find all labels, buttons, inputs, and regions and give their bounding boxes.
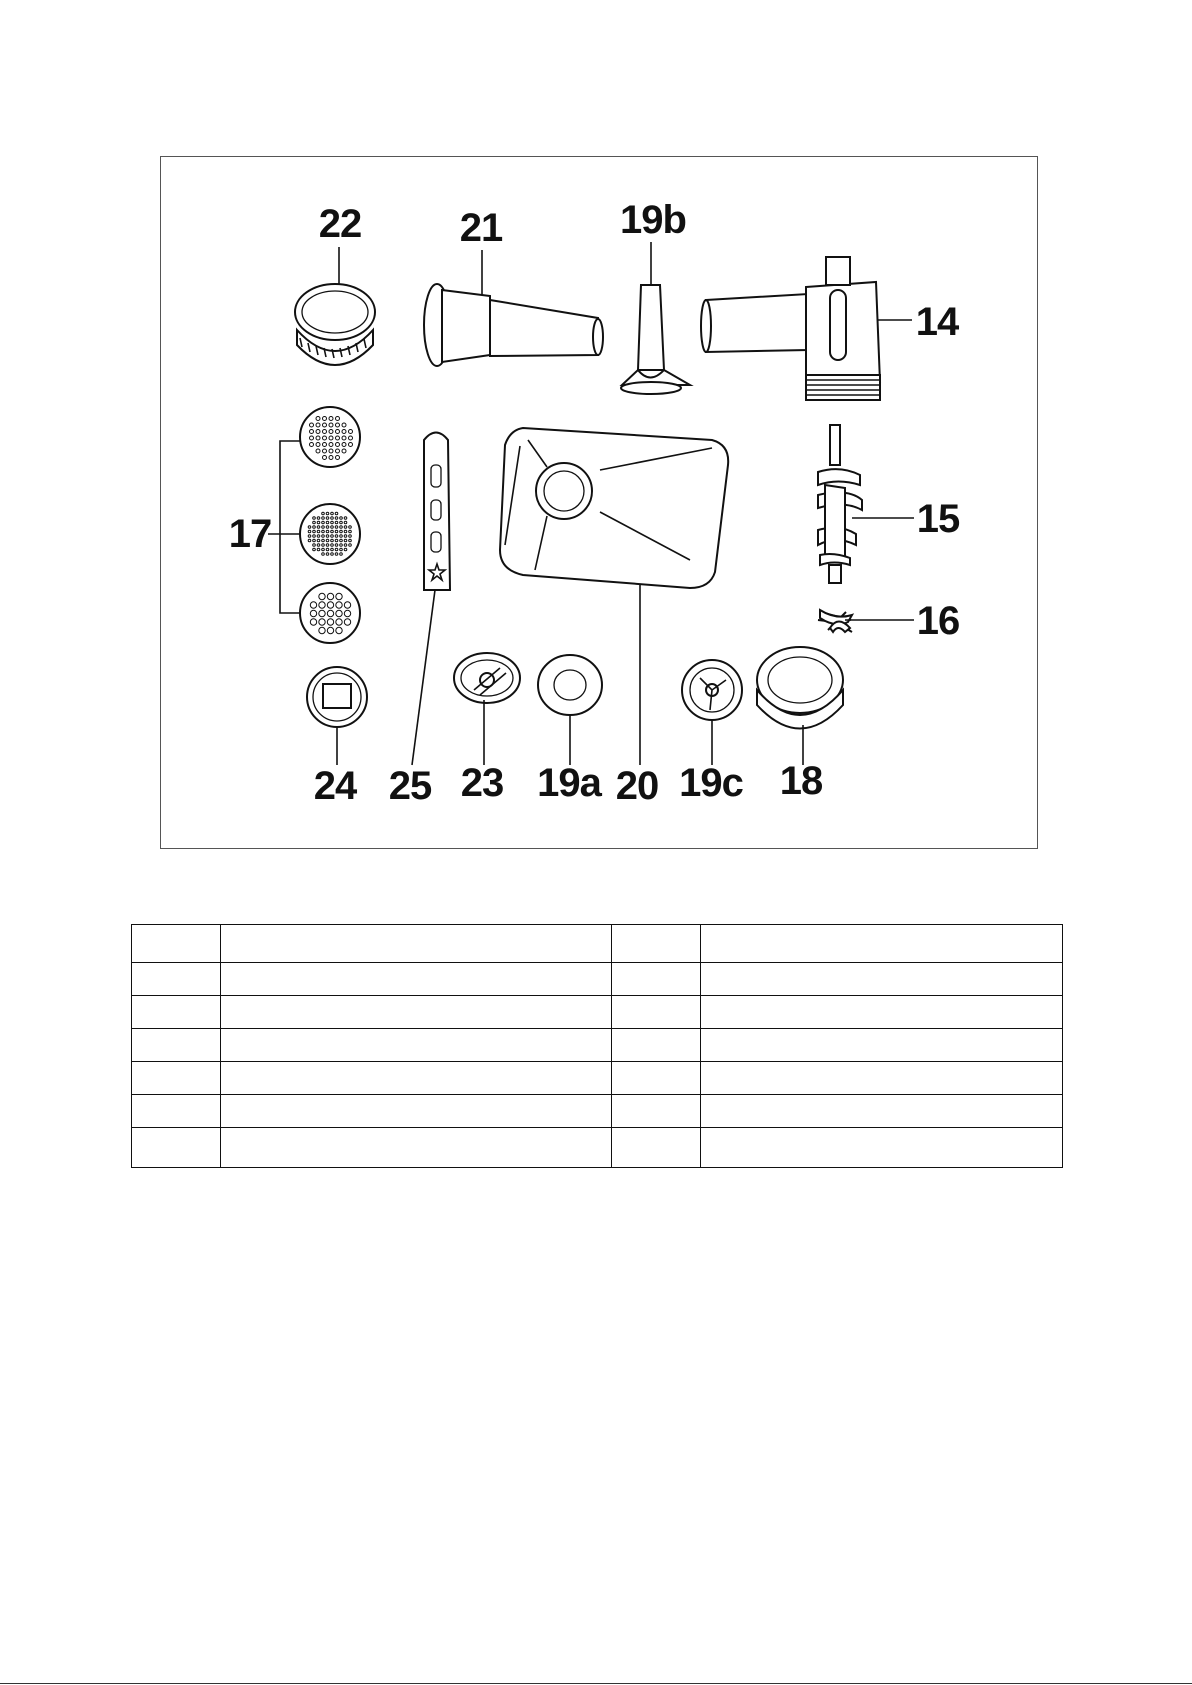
part-19a-ring: [538, 655, 602, 715]
part-18-ring-nut: [757, 647, 843, 729]
callout-19c: 19c: [679, 761, 743, 805]
page-bottom-rule: [0, 1683, 1192, 1684]
leader-17: [268, 441, 300, 613]
part-20-tray: [500, 428, 728, 588]
plate-large-holes: [300, 583, 360, 643]
callout-24: 24: [313, 764, 357, 808]
callout-14: 14: [915, 300, 959, 344]
callout-17: 17: [228, 512, 272, 556]
table-row: [132, 925, 1063, 963]
callout-22: 22: [318, 202, 362, 246]
table-cell-number: [612, 1029, 701, 1062]
part-22-ring-nut: [295, 284, 375, 365]
part-15-auger: [818, 425, 862, 583]
callout-16: 16: [916, 599, 960, 643]
table-cell-description: [701, 963, 1063, 996]
table-cell-number: [132, 925, 221, 963]
table-cell-description: [221, 925, 612, 963]
part-25-stuffer: [424, 433, 450, 591]
table-cell-description: [701, 1062, 1063, 1095]
table-cell-number: [132, 963, 221, 996]
leader-25: [412, 590, 435, 765]
parts-table: [131, 924, 1063, 1168]
callout-19a: 19a: [537, 761, 601, 805]
table-cell-description: [221, 1128, 612, 1168]
plate-small-holes: [300, 407, 360, 467]
part-24-attachment: [307, 667, 367, 727]
part-19c-spacer: [682, 660, 742, 720]
part-19b-nozzle: [621, 285, 690, 394]
part-21-tube: [424, 284, 603, 366]
table-row: [132, 1062, 1063, 1095]
table-cell-number: [612, 1062, 701, 1095]
table-cell-number: [612, 996, 701, 1029]
table-cell-number: [612, 1128, 701, 1168]
table-cell-number: [132, 996, 221, 1029]
table-row: [132, 996, 1063, 1029]
callout-19b: 19b: [620, 198, 686, 242]
table-row: [132, 1095, 1063, 1128]
table-cell-number: [132, 1062, 221, 1095]
part-17-plates: [300, 407, 360, 643]
table-cell-number: [612, 925, 701, 963]
table-cell-description: [221, 1029, 612, 1062]
table-cell-number: [132, 1095, 221, 1128]
callout-15: 15: [916, 497, 960, 541]
table-cell-description: [701, 996, 1063, 1029]
table-cell-description: [701, 925, 1063, 963]
table-cell-description: [221, 963, 612, 996]
table-cell-description: [701, 1128, 1063, 1168]
table-cell-number: [132, 1029, 221, 1062]
callout-20: 20: [615, 764, 659, 808]
callout-21: 21: [459, 206, 503, 250]
table-cell-description: [701, 1095, 1063, 1128]
part-14-housing: [701, 257, 880, 400]
table-cell-description: [221, 1095, 612, 1128]
table-row: [132, 1128, 1063, 1168]
table-cell-number: [612, 1095, 701, 1128]
callout-18: 18: [779, 759, 823, 803]
callout-23: 23: [460, 761, 504, 805]
callout-25: 25: [388, 764, 432, 808]
table-cell-description: [221, 1062, 612, 1095]
part-16-blade: [818, 610, 852, 632]
part-23-disc: [454, 653, 520, 703]
table-cell-description: [221, 996, 612, 1029]
plate-fine-holes: [300, 504, 360, 564]
table-cell-number: [612, 963, 701, 996]
table-cell-number: [132, 1128, 221, 1168]
table-cell-description: [701, 1029, 1063, 1062]
table-row: [132, 1029, 1063, 1062]
table-row: [132, 963, 1063, 996]
